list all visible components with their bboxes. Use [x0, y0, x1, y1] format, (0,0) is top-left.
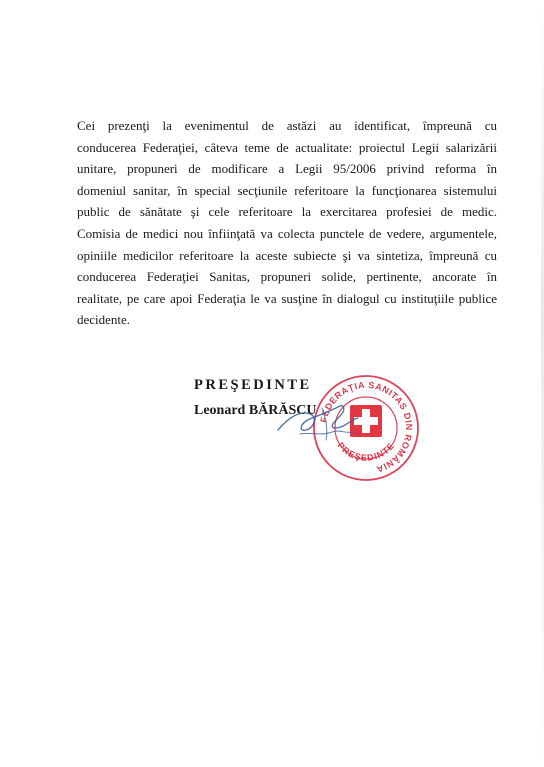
paragraph-line: decidente.	[77, 312, 131, 328]
paragraph-line: domeniul sanitar, în special secţiunile referitoare la funcţionarea sistemului	[77, 182, 497, 198]
signatory-title: PREŞEDINTE	[194, 377, 312, 393]
body-paragraph	[77, 115, 497, 331]
red-cross-icon	[350, 405, 382, 437]
paragraph-line: Cei prezenţi la evenimentul de astăzi au identificat, împreună cu	[77, 118, 497, 133]
paragraph-line: opiniile medicilor referitoare la aceste subiecte şi va sintetiza, împreună cu	[77, 247, 497, 263]
stamp-inner-ring	[335, 397, 397, 459]
paragraph-line: conducerea Federaţiei, câteva teme de actualitate: proiectul Legii salarizării	[77, 139, 497, 155]
official-stamp	[310, 372, 422, 484]
svg-text:FEDERAŢIA SANITAS DIN ROMÂNIA	[318, 380, 414, 475]
svg-text:PREŞEDINTE	[335, 440, 396, 462]
paragraph-line: conducerea Federaţiei Sanitas, propuneri solide, pertinente, ancorate în	[77, 269, 497, 285]
paragraph-line: public de sănătate şi cele referitoare la exercitarea profesiei de medic.	[77, 204, 497, 220]
stamp-bottom-text: PREŞEDINTE	[335, 440, 397, 463]
paragraph-line: unitare, propuneri de modificare a Legii 95/2006 privind reforma în	[77, 161, 497, 177]
paragraph-line: Comisia de medici nou înfiinţată va colecta punctele de vedere, argumentele,	[77, 225, 497, 241]
stamp-outer-ring	[314, 376, 418, 480]
paragraph-line: realitate, pe care apoi Federaţia le va susţine în dialogul cu instituţiile publice	[77, 290, 497, 306]
signatory-name: Leonard BĂRĂSCU	[194, 403, 317, 418]
handwritten-signature	[270, 388, 370, 448]
stamp-ring-text: FEDERAŢIA SANITAS DIN ROMÂNIA	[318, 379, 415, 475]
